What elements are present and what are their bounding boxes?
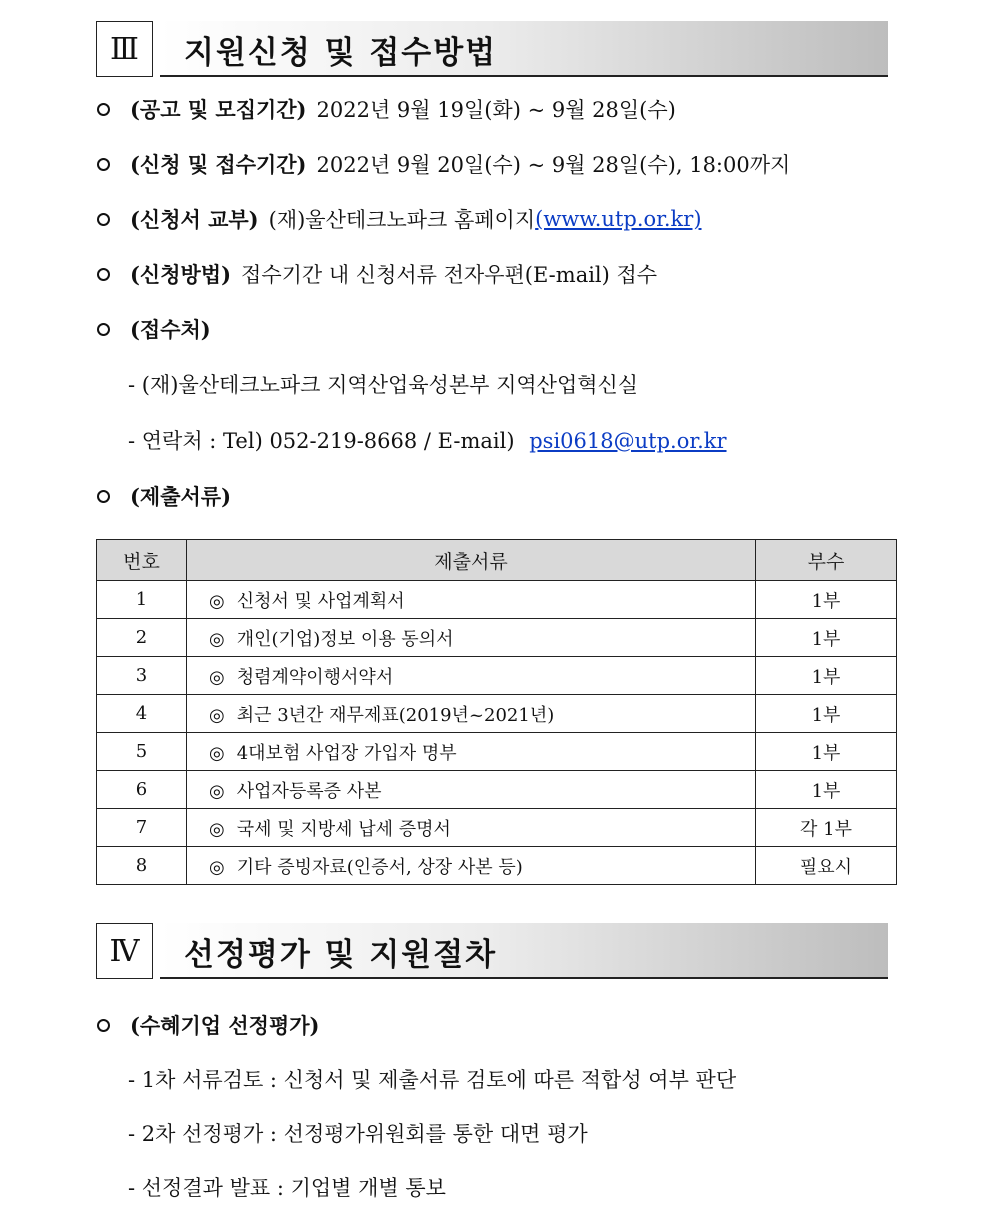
reception-org: - (재)울산테크노파크 지역산업육성본부 지역산업혁신실 (128, 373, 639, 397)
contact-text: - 연락처 : Tel) 052-219-8668 / E-mail) (128, 429, 515, 453)
item-label: (제출서류) (130, 484, 232, 509)
document-name: 4대보험 사업장 가입자 명부 (236, 742, 457, 764)
table-row (97, 695, 897, 733)
document-name: 청렴계약이행서약서 (236, 666, 394, 688)
row-number: 6 (97, 771, 187, 809)
list-item (97, 204, 702, 234)
double-circle-icon: ◎ (209, 742, 225, 764)
documents-table (96, 539, 897, 885)
list-item (97, 314, 221, 344)
document-name: 신청서 및 사업계획서 (236, 590, 405, 612)
row-number: 5 (97, 733, 187, 771)
double-circle-icon: ◎ (209, 780, 225, 802)
email-link[interactable]: psi0618@utp.or.kr (529, 429, 727, 453)
item-label: (수혜기업 선정평가) (130, 1013, 320, 1038)
document-name: 사업자등록증 사본 (236, 780, 382, 802)
homepage-link[interactable]: (www.utp.or.kr) (535, 207, 702, 231)
document-name: 최근 3년간 재무제표(2019년~2021년) (236, 704, 555, 726)
circle-bullet-icon (97, 1019, 110, 1032)
row-number: 3 (97, 657, 187, 695)
list-item (97, 149, 790, 179)
row-document (187, 581, 756, 619)
section-number: Ⅳ (96, 923, 153, 979)
item-label: (신청방법) (130, 262, 232, 287)
table-row (97, 809, 897, 847)
table-row (97, 581, 897, 619)
circle-bullet-icon (97, 158, 110, 171)
document-name: 기타 증빙자료(인증서, 상장 사본 등) (236, 856, 523, 878)
row-copies: 1부 (756, 657, 897, 695)
row-document (187, 657, 756, 695)
circle-bullet-icon (97, 268, 110, 281)
row-copies: 각 1부 (756, 809, 897, 847)
list-item (97, 94, 676, 124)
double-circle-icon: ◎ (209, 628, 225, 650)
document-name: 개인(기업)정보 이용 동의서 (236, 628, 454, 650)
row-document (187, 733, 756, 771)
item-text: 2022년 9월 19일(화) ~ 9월 28일(수) (316, 98, 676, 122)
row-copies: 1부 (756, 771, 897, 809)
document-name: 국세 및 지방세 납세 증명서 (236, 818, 451, 840)
row-document (187, 847, 756, 885)
table-row (97, 619, 897, 657)
eval-step: - 1차 서류검토 : 신청서 및 제출서류 검토에 따른 적합성 여부 판단 (128, 1068, 737, 1092)
section-4-header (96, 923, 888, 979)
double-circle-icon: ◎ (209, 818, 225, 840)
row-copies: 1부 (756, 619, 897, 657)
col-header-copies: 부수 (756, 540, 897, 581)
row-document (187, 771, 756, 809)
item-label: (신청 및 접수기간) (130, 152, 307, 177)
circle-bullet-icon (97, 103, 110, 116)
col-header-document: 제출서류 (187, 540, 756, 581)
circle-bullet-icon (97, 213, 110, 226)
double-circle-icon: ◎ (209, 704, 225, 726)
item-label: (접수처) (130, 317, 211, 342)
section-title: 지원신청 및 접수방법 (184, 35, 498, 71)
item-text: 접수기간 내 신청서류 전자우편(E-mail) 접수 (241, 263, 658, 287)
col-header-number: 번호 (97, 540, 187, 581)
row-document (187, 809, 756, 847)
item-text: 2022년 9월 20일(수) ~ 9월 28일(수), 18:00까지 (316, 153, 791, 177)
table-row (97, 733, 897, 771)
section-3-header (96, 21, 888, 77)
row-copies: 필요시 (756, 847, 897, 885)
row-document (187, 619, 756, 657)
row-number: 2 (97, 619, 187, 657)
eval-step: - 2차 선정평가 : 선정평가위원회를 통한 대면 평가 (128, 1122, 588, 1146)
row-number: 7 (97, 809, 187, 847)
table-header-row (97, 540, 897, 581)
item-text: (재)울산테크노파크 홈페이지 (268, 208, 536, 232)
eval-step: - 선정결과 발표 : 기업별 개별 통보 (128, 1176, 446, 1200)
row-number: 4 (97, 695, 187, 733)
row-copies: 1부 (756, 581, 897, 619)
circle-bullet-icon (97, 323, 110, 336)
circle-bullet-icon (97, 490, 110, 503)
reception-contact (128, 425, 727, 455)
row-number: 8 (97, 847, 187, 885)
list-item (97, 1010, 329, 1040)
item-label: (공고 및 모집기간) (130, 97, 307, 122)
item-label: (신청서 교부) (130, 207, 259, 232)
double-circle-icon: ◎ (209, 856, 225, 878)
double-circle-icon: ◎ (209, 666, 225, 688)
list-item (97, 481, 241, 511)
row-copies: 1부 (756, 695, 897, 733)
table-row (97, 847, 897, 885)
table-row (97, 771, 897, 809)
table-row (97, 657, 897, 695)
double-circle-icon: ◎ (209, 590, 225, 612)
list-item (97, 259, 657, 289)
row-copies: 1부 (756, 733, 897, 771)
row-document (187, 695, 756, 733)
row-number: 1 (97, 581, 187, 619)
section-title: 선정평가 및 지원절차 (184, 937, 498, 973)
section-number: Ⅲ (96, 21, 153, 77)
